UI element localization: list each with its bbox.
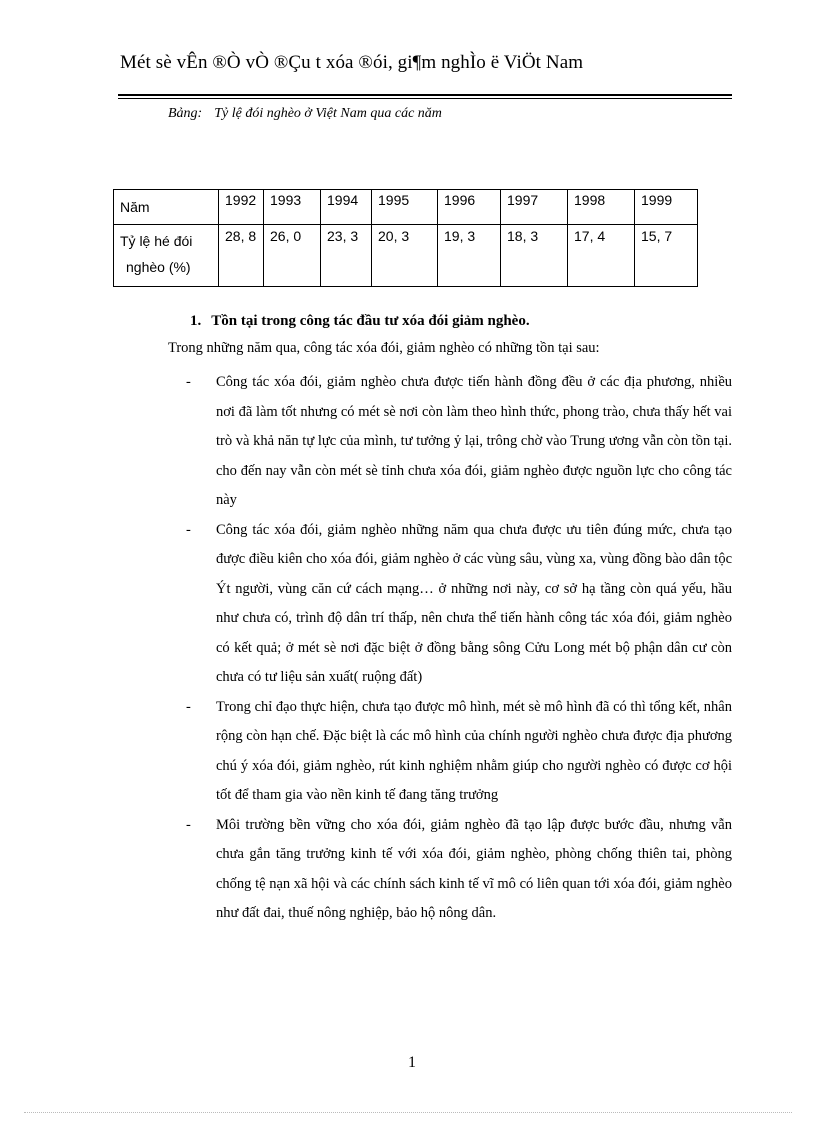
section-intro: Trong những năm qua, công tác xóa đói, giảm nghèo có những tồn tại sau: (168, 340, 600, 356)
bullet-text: Môi trường bền vững cho xóa đói, giảm nghèo đã tạo lập được bước đầu, nhưng vẫn chưa gắn tăng trưởng kinh tế với xóa đói, giảm nghèo, phòng chống thiên tai, phòng chống tệ nạn xã hội và các chính sách kinh tế vĩ mô có liên quan tới xóa đói, giảm nghèo như đất đai, thuế nông nghiệp, bảo hộ nông dân. (216, 816, 732, 921)
section-heading (190, 313, 530, 330)
header-rule-thin (118, 98, 732, 99)
table-cell-rate: 15, 7 (635, 225, 698, 287)
table-cell-rate: 20, 3 (372, 225, 438, 287)
table-cell-rate: 17, 4 (568, 225, 635, 287)
table-cell-year: 1992 (219, 190, 264, 225)
list-item (186, 368, 732, 516)
section-number: 1. (190, 313, 202, 329)
rate-label-line1: Tỷ lệ hé đói (120, 233, 193, 249)
rate-label-line2: nghèo (%) (126, 259, 191, 275)
section-heading-text: Tồn tại trong công tác đầu tư xóa đói giảm nghèo. (211, 313, 530, 329)
bullet-list (186, 368, 732, 929)
bullet-dash: - (186, 698, 191, 715)
footer-rule (24, 1112, 792, 1113)
table-cell-year-label: Năm (114, 190, 219, 225)
page-number: 1 (408, 1054, 416, 1071)
bullet-text: Trong chỉ đạo thực hiện, chưa tạo được mô hình, mét sè mô hình đã có thì tổng kết, nhân rộng còn hạn chế. Đặc biệt là các mô hình của chính người nghèo chưa được địa phương chú ý xóa đói, giảm nghèo, rút kinh nghiệm nhằm giúp cho người nghèo có được cơ hội tốt để tham gia vào nền kinh tế đang tăng trưởng (216, 698, 732, 803)
table-cell-year: 1999 (635, 190, 698, 225)
table-cell-rate: 19, 3 (438, 225, 501, 287)
page-header-title: Mét sè vÊn ®Ò vÒ ®Çu t xóa ®ói, gi¶m nghÌo ë ViÖt Nam (120, 52, 584, 73)
bullet-text: Công tác xóa đói, giảm nghèo những năm qua chưa được ưu tiên đúng mức, chưa tạo được điều kiên cho xóa đói, giảm nghèo ở các vùng sâu, vùng xa, vùng đồng bào dân tộc Ýt người, vùng căn cứ cách mạng… ở những nơi này, cơ sở hạ tầng còn quá yếu, hầu như chưa có, trình độ dân trí thấp, nên chưa thể tiến hành công tác xóa đói, giảm nghèo có kết quả; ở mét sè nơi đặc biệt ở đồng bằng sông Cửu Long mét bộ phận dân cư còn chưa có tư liệu sản xuất( ruộng đất) (216, 521, 732, 685)
poverty-rate-table (113, 189, 698, 287)
bullet-dash: - (186, 816, 191, 833)
bullet-dash: - (186, 521, 191, 538)
table-cell-year: 1995 (372, 190, 438, 225)
list-item (186, 811, 732, 929)
table-row-years (114, 190, 698, 225)
header-rule-thick (118, 94, 732, 96)
caption-lead: Bảng: (168, 106, 203, 121)
list-item (186, 516, 732, 693)
list-item (186, 693, 732, 811)
table-cell-rate: 26, 0 (264, 225, 321, 287)
bullet-dash: - (186, 374, 191, 390)
caption-text: Tỷ lệ đói nghèo ở Việt Nam qua các năm (214, 106, 442, 121)
table-cell-rate: 28, 8 (219, 225, 264, 287)
bullet-text: Công tác xóa đói, giảm nghèo chưa được tiến hành đồng đều ở các địa phương, nhiều nơi đã làm tốt nhưng có mét sè nơi còn làm theo hình thức, phong trào, chưa thấy hết vai trò và khả năn tự lực của mình, tư tưởng ỷ lại, trông chờ vào Trung ương vẫn còn tồn tại. cho đến nay vẫn còn mét sè tỉnh chưa xóa đói, giảm nghèo được nguồn lực cho công tác này (216, 374, 732, 508)
table-cell-rate: 18, 3 (501, 225, 568, 287)
table-cell-year: 1996 (438, 190, 501, 225)
table-cell-rate-label (114, 225, 219, 287)
table-cell-year: 1994 (321, 190, 372, 225)
table-cell-year: 1997 (501, 190, 568, 225)
table-cell-year: 1993 (264, 190, 321, 225)
table-cell-year: 1998 (568, 190, 635, 225)
table-cell-rate: 23, 3 (321, 225, 372, 287)
table-row-rates (114, 225, 698, 287)
table-caption (168, 106, 442, 122)
